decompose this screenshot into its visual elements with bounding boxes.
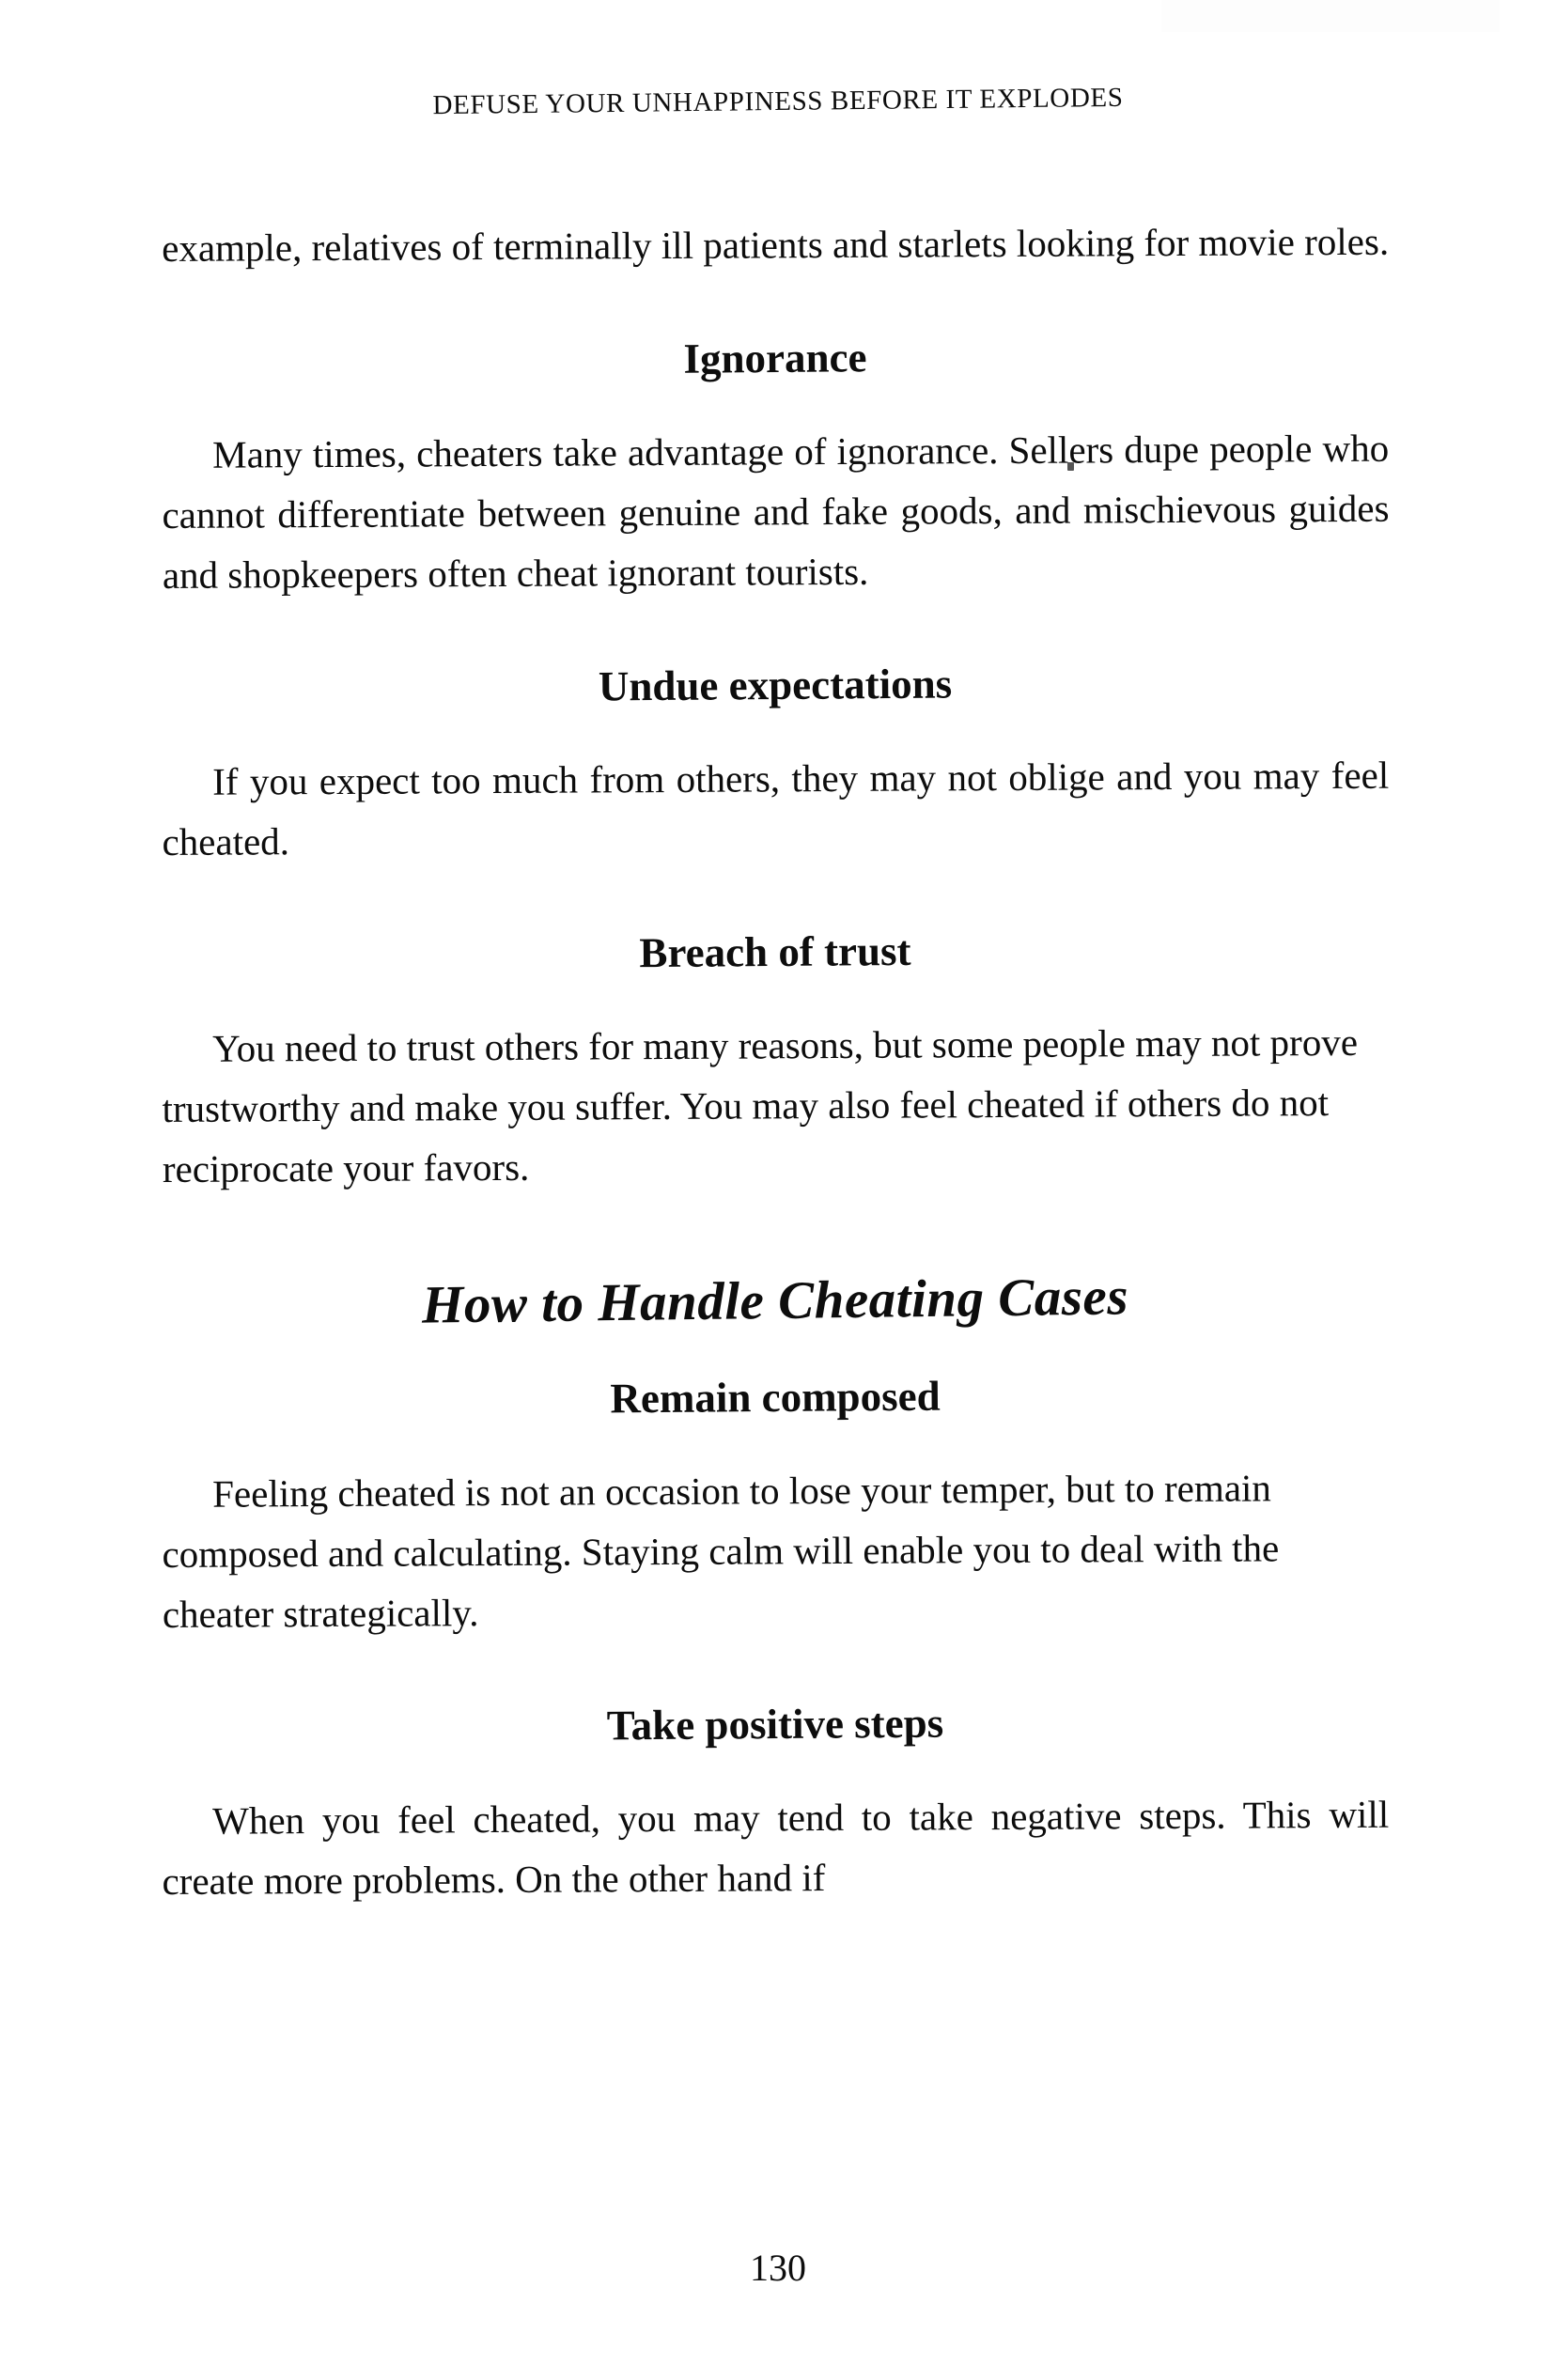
heading-how-to-handle-cheating-cases: How to Handle Cheating Cases [421, 1267, 1129, 1335]
page-number: 130 [750, 2247, 806, 2289]
paragraph-undue-expectations: If you expect too much from others, they may not oblige and you may feel cheated. [162, 753, 1390, 863]
paragraph-ignorance: Many times, cheaters take advantage of ignorance. Sellers dupe people who cannot differentiate between genuine and fake goods, and mischievous guides and shopkeepers often cheat ignorant tourists. [162, 426, 1390, 597]
spacer [162, 1334, 1389, 1370]
paragraph-breach-of-trust: You need to trust others for many reasons, but some people may not prove trustworthy and make you suffer. You may also feel cheated if others do not reciprocate your favors. [162, 1019, 1359, 1190]
scan-artifact-top [1161, 0, 1500, 32]
spacer [162, 278, 1389, 331]
heading-breach-of-trust: Breach of trust [639, 926, 911, 977]
paragraph-continued: example, relatives of terminally ill patients and starlets looking for movie roles. [162, 219, 1390, 270]
spacer [162, 872, 1389, 925]
paragraph-remain-composed: Feeling cheated is not an occasion to lose your temper, but to remain composed and calculating. Staying calm will enable you to deal with the cheater strategically. [162, 1466, 1280, 1636]
page-content [162, 218, 1389, 1911]
spacer [162, 1199, 1389, 1268]
spacer [162, 605, 1389, 658]
spacer [162, 1644, 1389, 1697]
heading-take-positive-steps: Take positive steps [606, 1699, 944, 1750]
heading-remain-composed: Remain composed [610, 1372, 941, 1423]
paragraph-take-positive-steps: When you feel cheated, you may tend to take negative steps. This will create more problems. On the other hand if [162, 1792, 1390, 1903]
heading-undue-expectations: Undue expectations [598, 660, 953, 710]
running-header: DEFUSE YOUR UNHAPPINESS BEFORE IT EXPLODES [432, 82, 1124, 121]
heading-ignorance: Ignorance [683, 334, 867, 382]
